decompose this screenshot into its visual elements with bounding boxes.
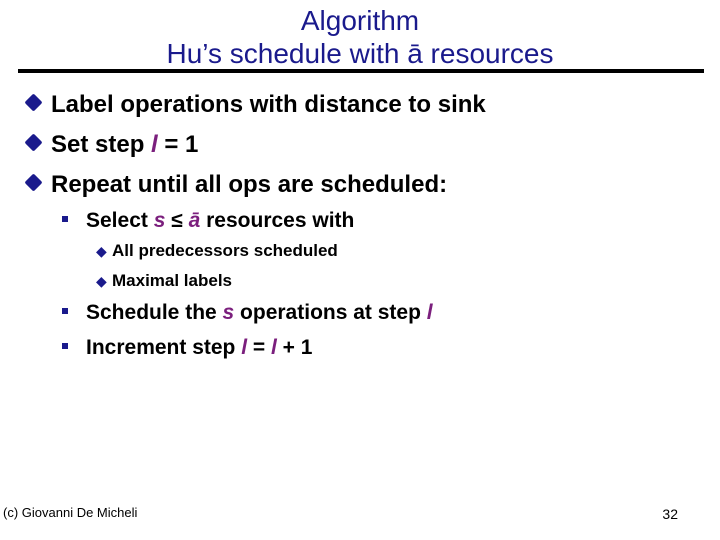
square-bullet-icon [62, 216, 68, 222]
bullet-label-operations [26, 91, 486, 119]
variable-l: l [271, 336, 277, 359]
subbullet-text: = [247, 336, 271, 359]
bullet-text: Repeat until all ops are scheduled: [51, 171, 448, 198]
title-underline [18, 69, 704, 73]
subsubbullet-text: All predecessors scheduled [112, 241, 338, 260]
subbullet-text: Schedule the [86, 301, 223, 324]
variable-l: l [241, 336, 248, 359]
subbullet-text: operations at step [234, 301, 427, 324]
subbullet-text: ≤ [165, 209, 189, 232]
slide-title-line2: Hu’s schedule with ā resources [166, 38, 554, 69]
square-bullet-icon [62, 343, 68, 349]
bullet-text: = 1 [157, 131, 199, 158]
variable-l: l [426, 301, 433, 324]
square-bullet-icon [62, 308, 68, 314]
diamond-bullet-icon [24, 93, 42, 111]
page-number: 32 [662, 506, 678, 522]
subbullet-increment [60, 335, 312, 361]
subbullet-text: Select [86, 209, 154, 232]
diamond-bullet-icon [24, 173, 42, 191]
variable-l: l [151, 131, 158, 158]
subsubbullet-maximal-labels [96, 271, 232, 291]
bullet-set-step [26, 131, 198, 159]
subbullet-text: Increment step [86, 336, 242, 359]
subbullet-text: resources with [200, 209, 355, 232]
subbullet-schedule [60, 300, 433, 326]
small-diamond-bullet-icon: ◆ [96, 273, 107, 289]
diamond-bullet-icon [24, 133, 42, 151]
variable-a-bar: ā [188, 209, 201, 232]
subbullet-text: + 1 [276, 336, 313, 359]
subsubbullet-predecessors [96, 241, 338, 261]
slide-title-line1: Algorithm [300, 5, 420, 36]
subsubbullet-text: Maximal labels [112, 271, 233, 290]
small-diamond-bullet-icon: ◆ [96, 243, 107, 259]
variable-s: s [153, 209, 166, 232]
subbullet-select [60, 208, 354, 234]
bullet-text: Label operations with distance to sink [51, 91, 486, 118]
copyright-footer: (c) Giovanni De Micheli [3, 505, 138, 520]
bullet-text: Set step [51, 131, 152, 158]
bullet-repeat [26, 171, 447, 199]
variable-s: s [222, 301, 235, 324]
